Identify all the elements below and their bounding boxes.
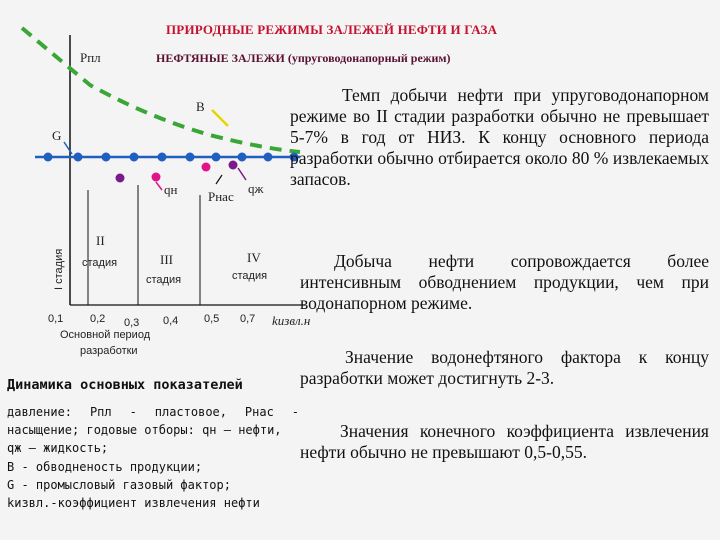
label-g: G [52, 128, 62, 143]
x-tick-2: 0,3 [124, 317, 140, 329]
paragraph-watering: Добыча нефти сопровождается более интенсивным обводнением продукции, чем при водонапорном режиме. [300, 251, 709, 313]
legend-line-recovery: kизвл.-коэффициент извлечения нефти [7, 496, 260, 511]
legend-line-annual: насыщение; годовые отборы: qн – нефти, [7, 423, 282, 438]
pnas-pointer [216, 175, 222, 184]
stage-4-number: IV [247, 250, 261, 265]
b-pointer [212, 110, 228, 126]
label-p-nas: Рнас [208, 189, 234, 204]
label-q-zh: qж [248, 181, 264, 196]
marker-pink-1 [152, 173, 161, 182]
x-tick-4: 0,5 [204, 313, 220, 325]
period-caption-2: разработки [80, 345, 138, 357]
stage-2-word: стадия [82, 257, 118, 269]
stage-3-number: III [160, 252, 173, 267]
g-pointer [64, 142, 72, 154]
pressure-curve [22, 28, 300, 152]
stage-4-word: стадия [232, 270, 268, 282]
stage-1-label: I стадия [53, 248, 65, 290]
page-subtitle: НЕФТЯНЫЕ ЗАЛЕЖИ (упруговодонапорный режим) [156, 51, 451, 65]
legend-line-gas-factor: G - промысловый газовый фактор; [7, 477, 231, 492]
x-tick-3: 0,4 [163, 315, 179, 327]
marker-purple-left [116, 174, 125, 183]
qn-pointer [156, 182, 162, 190]
paragraph-water-oil-factor: Значение водонефтяного фактора к концу разработки может достигнуть 2-3. [300, 347, 709, 388]
qzh-pointer [238, 168, 246, 180]
page-title: ПРИРОДНЫЕ РЕЖИМЫ ЗАЛЕЖЕЙ НЕФТИ И ГАЗА [166, 22, 498, 37]
dynamics-title: Динамика основных показателей [7, 377, 243, 393]
dynamics-legend [7, 403, 299, 512]
paragraph-recovery-factor: Значения конечного коэффициента извлечения нефти обычно не превышают 0,5-0,55. [300, 421, 709, 462]
x-axis-label: kизвл.н [272, 313, 311, 328]
x-tick-5: 0,7 [240, 313, 256, 325]
label-p-pl: Рпл [80, 50, 101, 65]
period-caption-1: Основной период [60, 329, 151, 341]
label-q-n: qн [164, 182, 178, 197]
stage-3-word: стадия [146, 274, 182, 286]
x-tick-0: 0,1 [48, 313, 64, 325]
legend-line-pressure: давление: Рпл - пластовое, Рнас - [7, 405, 299, 419]
label-b: В [196, 99, 205, 114]
legend-line-watercut: В - обводненость продукции; [7, 459, 203, 474]
paragraph-production-rate: Темп добычи нефти при упруговодонапорном режиме во II стадии разработки обычно не превышает 5-7% в год от НИЗ. К концу основного периода разработки обычно отбирается около 80 % извлекаемых запасов. [290, 85, 709, 189]
marker-purple-right [229, 161, 238, 170]
x-tick-1: 0,2 [90, 313, 106, 325]
legend-line-liquid: qж – жидкость; [7, 441, 109, 456]
marker-pink-2 [202, 163, 211, 172]
stage-2-number: II [96, 233, 105, 248]
